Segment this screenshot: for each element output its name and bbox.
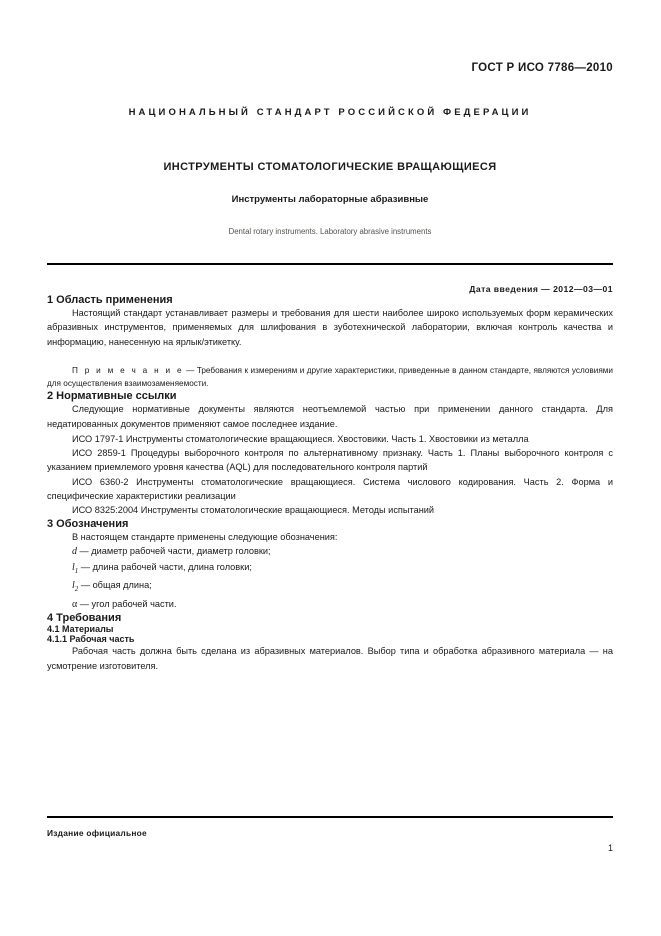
normative-reference-item: ИСО 8325:2004 Инструменты стоматологические вращающиеся. Методы испытаний xyxy=(72,505,435,516)
section-4-1-1-heading: 4.1.1 Рабочая часть xyxy=(47,634,135,645)
document-code: ГОСТ Р ИСО 7786—2010 xyxy=(471,62,613,74)
page-title: ИНСТРУМЕНТЫ СТОМАТОЛОГИЧЕСКИЕ ВРАЩАЮЩИЕСЯ xyxy=(163,161,497,173)
page-number: 1 xyxy=(607,843,613,853)
section-1-paragraph: Настоящий стандарт устанавливает размеры и требования для шести наиболее широко используемых форм керамических абразивных инструментов, применяемых для шлифования в зуботехнической лаборатории, включая контроль качества и информацию, нанесенную на ярлык/этикетку. xyxy=(47,308,613,347)
normative-reference-item: ИСО 6360-2 Инструменты стоматологические вращающиеся. Система числового кодирования. Часть 2. Форма и специфические характеристики реализации xyxy=(47,476,613,502)
symbol-definition: — угол рабочей части. xyxy=(77,598,177,609)
edition-note: Издание официальное xyxy=(47,828,147,838)
symbol-base: l xyxy=(72,561,75,573)
section-4-1-heading: 4.1 Материалы xyxy=(47,624,114,635)
section-1-note xyxy=(47,364,613,390)
symbol-definition: — общая длина; xyxy=(78,580,152,591)
symbol-list-item xyxy=(47,560,613,579)
section-1-heading: 1 Область применения xyxy=(47,294,173,306)
section-2-heading: 2 Нормативные ссылки xyxy=(47,390,177,403)
section-2-paragraph: Следующие нормативные документы являются неотъемлемой частью при применении данного стандарта. Для недатированных документов применяют самое последнее издание. xyxy=(47,404,613,429)
footer-divider xyxy=(47,816,613,818)
symbol-glyph: α xyxy=(72,598,78,610)
page-title-english: Dental rotary instruments. Laboratory abrasive instruments xyxy=(228,227,432,236)
section-4-1-1-paragraph: Рабочая часть должна быть сделана из абразивных материалов. Выбор типа и обработка абразивного материала — на усмотрение изготовителя. xyxy=(47,646,613,671)
symbol-subscript: 2 xyxy=(74,585,79,594)
symbol-definition: — длина рабочей части, длина головки; xyxy=(78,561,252,572)
note-text: — Требования к измерениям и другие характеристики, приведенные в данном стандарте, являются условиями для осуществления взаимозаменяемости. xyxy=(47,365,613,389)
normative-reference-item: ИСО 1797-1 Инструменты стоматологические вращающиеся. Хвостовики. Часть 1. Хвостовики из металла xyxy=(72,433,529,444)
page-subtitle: Инструменты лабораторные абразивные xyxy=(231,194,429,205)
symbol-base: l xyxy=(72,580,75,592)
normative-reference-list xyxy=(47,432,613,518)
symbol-list xyxy=(47,544,613,612)
section-3-heading: 3 Обозначения xyxy=(47,517,129,530)
symbol-subscript: 1 xyxy=(74,566,79,575)
introduction-date: Дата введения — 2012—03—01 xyxy=(469,284,613,294)
page-content xyxy=(47,0,613,673)
symbol-list-item xyxy=(47,597,613,613)
section-4-heading: 4 Требования xyxy=(47,612,122,625)
header-divider xyxy=(47,263,613,265)
normative-reference-item: ИСО 2859-1 Процедуры выборочного контроля по альтернативному признаку. Часть 1. Планы выборочного контроля с указанием приемлемого уровня качества (AQL) для последовательного контроля партий xyxy=(47,448,613,473)
national-standard-banner: НАЦИОНАЛЬНЫЙ СТАНДАРТ РОССИЙСКОЙ ФЕДЕРАЦИИ xyxy=(128,107,532,118)
section-3-paragraph: В настоящем стандарте применены следующие обозначения: xyxy=(72,531,338,542)
note-label: П р и м е ч а н и е xyxy=(72,365,184,375)
symbol-list-item xyxy=(47,544,613,560)
symbol-glyph: d xyxy=(72,545,77,557)
symbol-list-item xyxy=(47,578,613,597)
symbol-definition: — диаметр рабочей части, диаметр головки; xyxy=(77,545,271,556)
